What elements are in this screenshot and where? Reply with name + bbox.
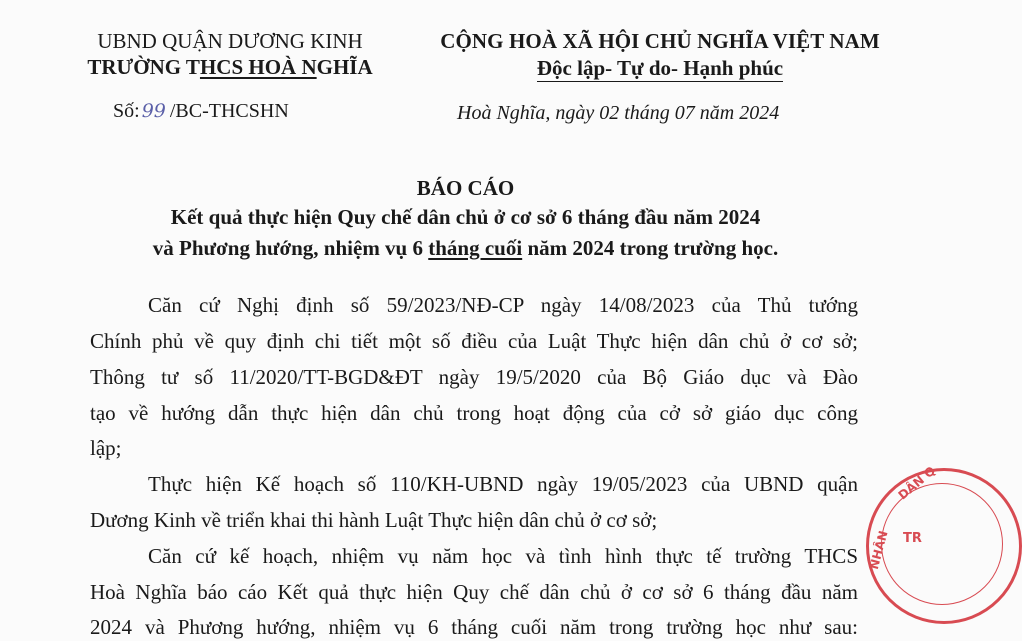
official-seal (866, 463, 1022, 624)
doc-number-prefix: Số: (113, 100, 140, 122)
motto-text: Độc lập- Tự do- Hạnh phúc (536, 56, 784, 80)
seal-side-text: NHÂN (866, 529, 891, 571)
subtitle-2-part-2: tháng cuối (428, 236, 523, 260)
paragraph-1-line-1: Căn cứ Nghị định số 59/2023/NĐ-CP ngày 14/08/2023 của Thủ tướng (148, 293, 858, 317)
place-and-date: Hoà Nghĩa, ngày 02 tháng 07 năm 2024 (457, 102, 780, 124)
national-heading (400, 28, 920, 82)
seal-inner-ring (881, 483, 1003, 605)
report-subtitle-line-1: Kết quả thực hiện Quy chế dân chủ ở cơ sở 6 tháng đầu năm 2024 (170, 205, 761, 229)
report-subtitle-line-2 (0, 236, 931, 261)
issuing-organization (60, 28, 400, 80)
school-name-part-1: TRƯỜNG T (87, 55, 200, 79)
paragraph-2-line-2: Dương Kinh về triển khai thi hành Luật Thực hiện dân chủ ở cơ sở; (90, 508, 658, 532)
seal-arc-text: DÂN Q (895, 463, 939, 503)
paragraph-3-line-3: 2024 và Phương hướng, nhiệm vụ 6 tháng cuối năm trong trường học như sau: (90, 615, 858, 639)
paragraph-1-line-2: Chính phủ về quy định chi tiết một số điều của Luật Thực hiện dân chủ ở cơ sở; (90, 329, 858, 353)
subtitle-2-part-1: và Phương hướng, nhiệm vụ 6 (152, 236, 429, 260)
document-number (113, 100, 289, 123)
paragraph-3-line-2: Hoà Nghĩa báo cáo Kết quả thực hiện Quy chế dân chủ ở cơ sở 6 tháng đầu năm (90, 580, 858, 604)
school-name (60, 54, 400, 80)
paragraph-1-line-4: tạo về hướng dẫn thực hiện dân chủ trong hoạt động của cở sở giáo dục công (90, 401, 858, 425)
national-motto (400, 54, 920, 82)
paragraph-2-line-1: Thực hiện Kế hoạch số 110/KH-UBND ngày 19/05/2023 của UBND quận (148, 472, 858, 496)
school-name-part-3: GHĨA (316, 55, 373, 79)
nation-name: CỘNG HOÀ XÃ HỘI CHỦ NGHĨA VIỆT NAM (440, 29, 880, 53)
seal-inner-text: TR (903, 531, 922, 546)
paragraph-3-line-1: Căn cứ kế hoạch, nhiệm vụ năm học và tình hình thực tế trường THCS (148, 544, 858, 568)
doc-number-suffix: /BC-THCSHN (169, 100, 289, 122)
report-title: BÁO CÁO (416, 176, 515, 200)
doc-number-handwritten: 99 (141, 100, 166, 122)
paragraph-1-line-3: Thông tư số 11/2020/TT-BGD&ĐT ngày 19/5/2020 của Bộ Giáo dục và Đào (90, 365, 858, 389)
subtitle-2-part-3: năm 2024 trong trường học. (522, 236, 779, 260)
parent-organization: UBND QUẬN DƯƠNG KINH (97, 29, 363, 53)
paragraph-1-line-5: lập; (90, 436, 122, 460)
school-name-part-2: HCS HOÀ N (199, 55, 317, 79)
